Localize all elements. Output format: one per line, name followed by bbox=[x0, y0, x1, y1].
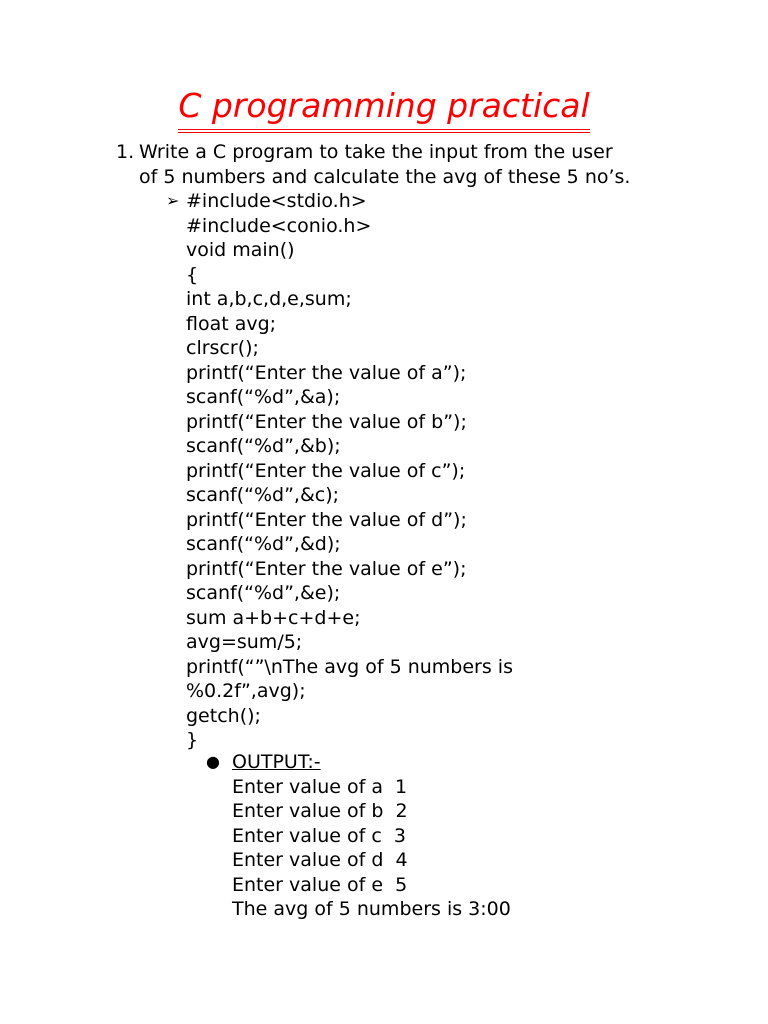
code-line: #include<stdio.h> bbox=[186, 190, 367, 212]
code-block bbox=[186, 189, 746, 753]
code-line: scanf(“%d”,&e); bbox=[186, 582, 341, 604]
title-text: C programming practical bbox=[178, 86, 590, 125]
code-line: scanf(“%d”,&d); bbox=[186, 533, 341, 555]
output-line: Enter value of e 5 bbox=[232, 873, 408, 896]
code-line: float avg; bbox=[186, 312, 277, 335]
code-line: scanf(“%d”,&c); bbox=[186, 484, 340, 506]
output-line: Enter value of a 1 bbox=[232, 775, 408, 798]
code-line: printf(“Enter the value of b”); bbox=[186, 410, 467, 433]
question-line: of 5 numbers and calculate the avg of these 5 no’s. bbox=[139, 165, 631, 188]
code-line: scanf(“%d”,&a); bbox=[186, 386, 341, 408]
code-line: printf(“Enter the value of d”); bbox=[186, 508, 467, 531]
question-number: 1. bbox=[116, 141, 135, 163]
code-line: { bbox=[186, 263, 199, 286]
output-line: Enter value of b 2 bbox=[232, 800, 408, 822]
code-line: } bbox=[186, 729, 199, 751]
output-block bbox=[232, 750, 732, 922]
output-line: Enter value of d 4 bbox=[232, 849, 408, 871]
code-line: getch(); bbox=[186, 704, 261, 727]
code-line: avg=sum/5; bbox=[186, 631, 303, 653]
code-line: int a,b,c,d,e,sum; bbox=[186, 288, 352, 310]
question-line: Write a C program to take the input from the user bbox=[139, 141, 613, 163]
output-line: The avg of 5 numbers is 3:00 bbox=[232, 898, 511, 920]
document-title bbox=[0, 84, 768, 130]
title-underline-top bbox=[178, 129, 589, 130]
output-heading-text: OUTPUT:- bbox=[232, 751, 321, 773]
arrow-bullet-icon: ➢ bbox=[166, 191, 180, 210]
code-line: void main() bbox=[186, 239, 295, 261]
code-line: printf(“”\nThe avg of 5 numbers is bbox=[186, 655, 513, 678]
title-text-wrapper bbox=[178, 84, 589, 130]
code-line: scanf(“%d”,&b); bbox=[186, 435, 341, 457]
code-line: %0.2f”,avg); bbox=[186, 680, 306, 702]
question-text bbox=[139, 140, 739, 189]
code-line: clrscr(); bbox=[186, 337, 259, 359]
output-line: Enter value of c 3 bbox=[232, 824, 406, 847]
output-heading bbox=[232, 750, 732, 775]
code-line: #include<conio.h> bbox=[186, 214, 372, 237]
code-line: printf(“Enter the value of a”); bbox=[186, 361, 467, 384]
round-bullet-icon: ● bbox=[206, 752, 220, 771]
code-line: printf(“Enter the value of c”); bbox=[186, 459, 466, 482]
code-line: printf(“Enter the value of e”); bbox=[186, 557, 467, 580]
code-line: sum a+b+c+d+e; bbox=[186, 606, 361, 629]
title-underline-bottom bbox=[178, 132, 589, 133]
